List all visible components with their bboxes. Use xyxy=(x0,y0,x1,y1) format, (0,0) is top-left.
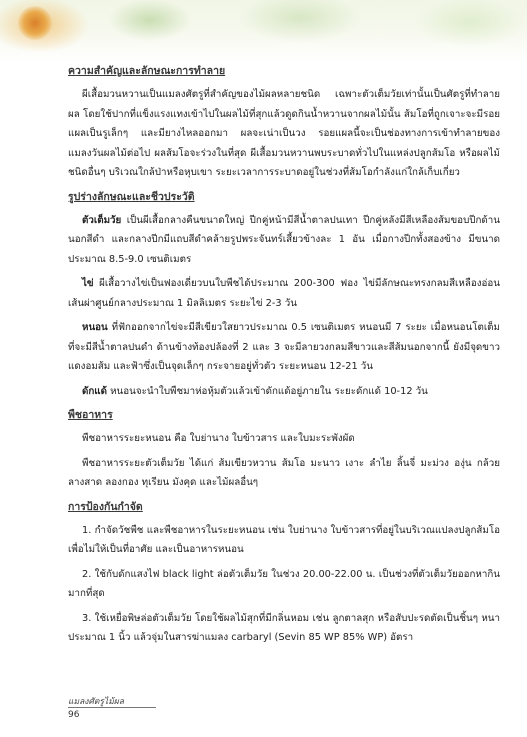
text-pupa: หนอนจะนำใบพืชมาห่อหุ้มตัวแล้วเข้าดักแด้อยู่ภายใน ระยะดักแด้ 10-12 วัน xyxy=(106,385,428,397)
paragraph-importance: ผีเสื้อมวนหวานเป็นแมลงศัตรูที่สำคัญของไม้ผลหลายชนิด เฉพาะตัวเต็มวัยเท่านั้นเป็นศัตรูที่ทำลายผล โดยใช้ปากที่แข็งแรงแทงเข้าไปในผลไม้ที่สุกแล้วดูดกินน้ำหวานจากผลไม้นั้น ส้มโอที่ถูกเจาะจะมีรอยแผลเป็นรูเล็กๆ และมียางไหลออกมา ผลจะเน่าเป็นวง รอยแผลนี้จะเป็นช่องทางการเข้าทำลายของแมลงวันผลไม้ต่อไป ผลส้มโอจะร่วงในที่สุด ผีเสื้อมวนหวานพบระบาดทั่วไปในแหล่งปลูกส้มโอ หรือผลไม้ชนิดอื่นๆ บริเวณใกล้ป่าหรือหุบเขา ระยะเวลาการระบาดอยู่ในช่วงที่ส้มโอกำลังแก่ใกล้เก็บเกี่ยว xyxy=(68,89,500,178)
paragraph-control-3: 3. ใช้เหยื่อพิษล่อตัวเต็มวัย โดยใช้ผลไม้สุกที่มีกลิ่นหอม เช่น ลูกตาลสุก หรือสับปะรดตัดเป็นชิ้นๆ หนาประมาณ 1 นิ้ว แล้วจุ่มในสารฆ่าแมลง carbaryl (Sevin 85 WP 85% WP) อัตรา xyxy=(68,612,500,643)
lead-egg: ไข่ xyxy=(82,278,94,289)
paragraph-pupa xyxy=(68,382,500,402)
text-adult: เป็นผีเสื้อกลางคืนขนาดใหญ่ ปีกคู่หน้ามีสีน้ำตาลปนเทา ปีกคู่หลังมีสีเหลืองส้มขอบปีกด้านนอกสีดำ และกลางปีกมีแถบสีดำคล้ายรูปพระจันทร์เสี้ยวข้างละ 1 อัน เมื่อกางปีกทั้งสองข้าง มีขนาดประมาณ 8.5-9.0 เซนติเมตร xyxy=(68,214,500,265)
text-larva: ที่ฟักออกจากไข่จะมีสีเขียวใสยาวประมาณ 0.5 เซนติเมตร หนอนมี 7 ระยะ เมื่อหนอนโตเต็มที่จะมีสีน้ำตาลปนดำ ด้านข้างท้องปล้องที่ 2 และ 3 จะมีลายวงกลมสีขาวและสีส้มนอกจากนี้ ยังมีจุดขาวแดงอมส้ม และฟ้าซึ่งเป็นจุดเล็กๆ กระจายอยู่ทั่วตัว ระยะหนอน 12-21 วัน xyxy=(68,322,500,372)
page-number: 96 xyxy=(68,710,80,720)
section-title-control: การป้องกันกำจัด xyxy=(68,500,143,513)
section-title-host-plants: พืชอาหาร xyxy=(68,409,113,421)
paragraph-control-2: 2. ใช้กับดักแสงไฟ black light ล่อตัวเต็มวัย ในช่วง 20.00-22.00 น. เป็นช่วงที่ตัวเต็มวัยออกหากินมากที่สุด xyxy=(68,568,500,599)
text-egg: ผีเสื้อวางไข่เป็นฟองเดี่ยวบนใบพืชได้ประมาณ 200-300 ฟอง ไข่มีลักษณะทรงกลมสีเหลืองอ่อน เส้นผ่าศูนย์กลางประมาณ 1 มิลลิเมตร ระยะไข่ 2-3 วัน xyxy=(68,278,500,309)
lead-larva: หนอน xyxy=(82,322,108,333)
footer-divider xyxy=(68,707,156,708)
header-photo-banner xyxy=(0,0,527,62)
page-body xyxy=(68,62,500,653)
paragraph-egg xyxy=(68,274,500,313)
paragraph-host-larva: พืชอาหารระยะหนอน คือ ใบย่านาง ใบข้าวสาร และใบมะระพังผัด xyxy=(82,433,355,444)
flower-image xyxy=(18,6,52,40)
paragraph-host-adult: พืชอาหารระยะตัวเต็มวัย ได้แก่ ส้มเขียวหวาน ส้มโอ มะนาว เงาะ ลำไย ลิ้นจี่ มะม่วง องุ่น กล้วย ลางสาด ลองกอง ทุเรียน มังคุด และไม้ผลอื่นๆ xyxy=(68,457,500,488)
lead-adult: ตัวเต็มวัย xyxy=(82,214,122,226)
paragraph-larva xyxy=(68,318,500,377)
paragraph-control-1: 1. กำจัดวัชพืช และพืชอาหารในระยะหนอน เช่น ใบย่านาง ใบข้าวสารที่อยู่ในบริเวณแปลงปลูกส้มโอ เพื่อไม่ให้เป็นที่อาศัย และเป็นอาหารหนอน xyxy=(68,524,500,555)
section-title-importance: ความสำคัญและลักษณะการทำลาย xyxy=(68,65,226,77)
lead-pupa: ดักแด้ xyxy=(82,385,107,397)
section-title-morphology: รูปร่างลักษณะและชีวประวัติ xyxy=(68,190,195,203)
footer-book-title: แมลงศัตรูไม้ผล xyxy=(68,697,124,707)
paragraph-adult xyxy=(68,211,500,270)
